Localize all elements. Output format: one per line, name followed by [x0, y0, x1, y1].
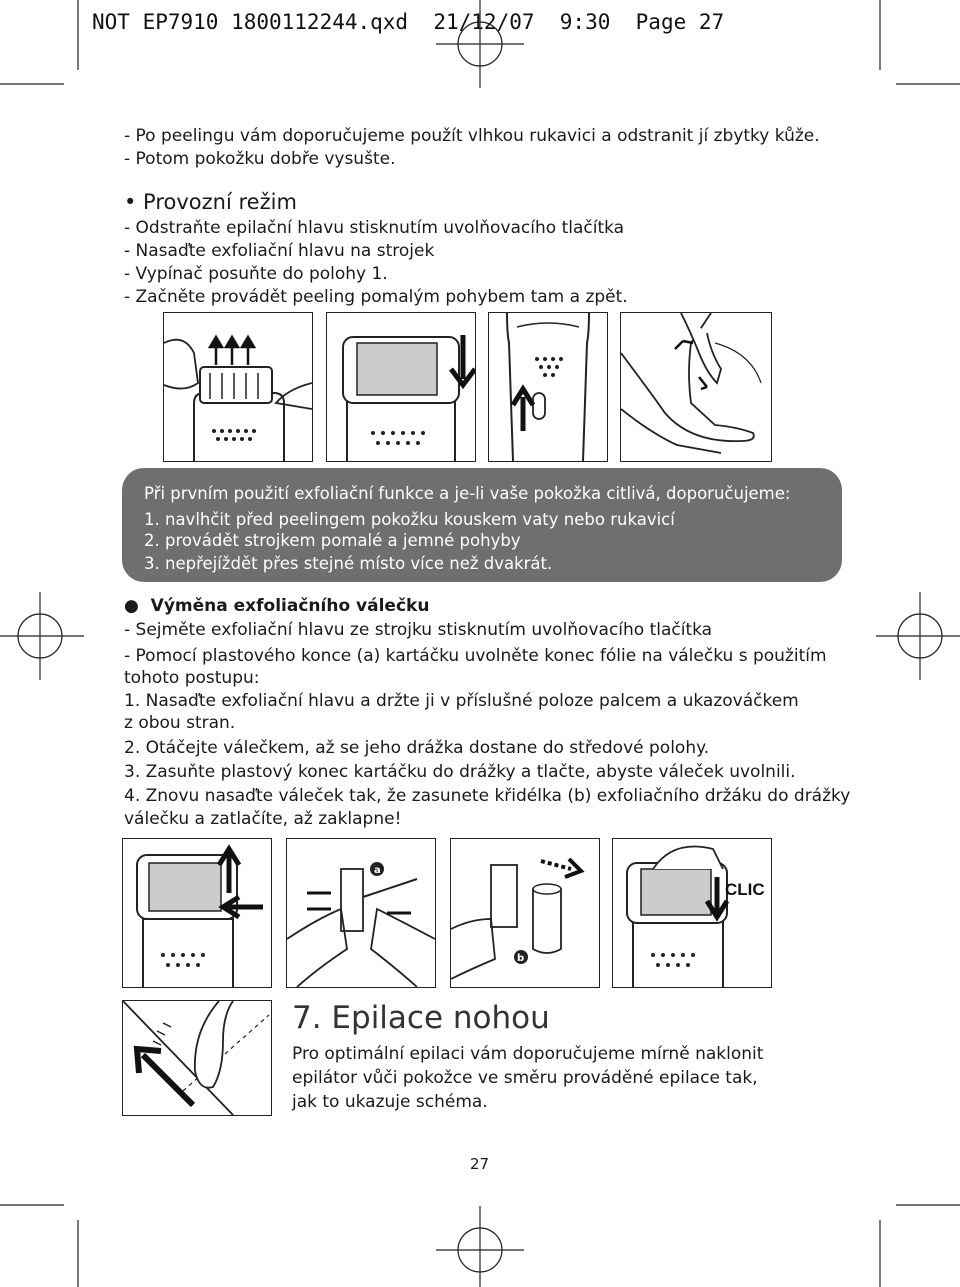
- figure-epilation-angle: [122, 1000, 272, 1116]
- figure-brush-roller: [286, 838, 436, 988]
- roller-line-1: - Sejměte exfoliační hlavu ze strojku stisknutím uvolňovacího tlačítka: [124, 620, 713, 640]
- label-a: a: [374, 865, 381, 876]
- roller-title: ● Výměna exfoliačního válečku: [124, 596, 430, 616]
- figure-leg-peeling: [620, 312, 772, 462]
- print-header: NOT EP7910 1800112244.qxd 21/12/07 9:30 Page 27: [92, 10, 725, 34]
- clic-label: CLIC: [725, 880, 765, 899]
- roller-line-4: 1. Nasaďte exfoliační hlavu a držte ji v příslušné poloze palcem a ukazováčkem: [124, 691, 799, 711]
- intro-line-2: - Potom pokožku dobře vysušte.: [124, 149, 396, 169]
- roller-line-5: z obou stran.: [124, 713, 236, 733]
- section-7-line-3: jak to ukazuje schéma.: [292, 1092, 488, 1112]
- figure-switch-position: [488, 312, 608, 462]
- notice-line-2: 1. navlhčit před peelingem pokožku kouskem vaty nebo rukavicí: [144, 510, 675, 529]
- intro-line-1: - Po peelingu vám doporučujeme použít vlhkou rukavici a odstranit jí zbytky kůže.: [124, 126, 820, 146]
- roller-line-7: 3. Zasuňte plastový konec kartáčku do drážky a tlačte, abyste váleček uvolnili.: [124, 762, 796, 782]
- label-b: b: [517, 953, 525, 964]
- roller-line-6: 2. Otáčejte válečkem, až se jeho drážka dostane do středové polohy.: [124, 738, 710, 758]
- roller-line-8: 4. Znovu nasaďte váleček tak, že zasunete křidélka (b) exfoliačního držáku do drážky: [124, 786, 851, 806]
- operation-line-2: - Nasaďte exfoliační hlavu na strojek: [124, 241, 435, 261]
- operation-line-3: - Vypínač posuňte do polohy 1.: [124, 264, 388, 284]
- section-7-title: 7. Epilace nohou: [292, 1000, 550, 1036]
- notice-line-1: Při prvním použití exfoliační funkce a je-li vaše pokožka citlivá, doporučujeme:: [144, 484, 791, 503]
- notice-line-3: 2. provádět strojkem pomalé a jemné pohyby: [144, 531, 521, 550]
- section-7-line-1: Pro optimální epilaci vám doporučujeme mírně naklonit: [292, 1044, 764, 1064]
- roller-line-9: válečku a zatlačíte, až zaklapne!: [124, 809, 402, 829]
- notice-banner: [122, 468, 842, 582]
- operation-line-1: - Odstraňte epilační hlavu stisknutím uvolňovacího tlačítka: [124, 218, 625, 238]
- figure-remove-head: [122, 838, 272, 988]
- figure-reattach-clic: [612, 838, 772, 988]
- figure-exfoliating-head-attach: [163, 312, 313, 462]
- operation-line-4: - Začněte provádět peeling pomalým pohybem tam a zpět.: [124, 287, 628, 307]
- roller-line-2: - Pomocí plastového konce (a) kartáčku uvolněte konec fólie na válečku s použitím: [124, 646, 827, 666]
- figure-roller-wings: [450, 838, 600, 988]
- bullet: ●: [124, 596, 151, 616]
- notice-line-4: 3. nepřejíždět přes stejné místo více než dvakrát.: [144, 554, 553, 573]
- section-7-line-2: epilátor vůči pokožce ve směru prováděné epilace tak,: [292, 1068, 758, 1088]
- page-number: 27: [470, 1155, 490, 1173]
- figure-exfoliating-head-front: [326, 312, 476, 462]
- operation-title: • Provozní režim: [124, 190, 297, 214]
- roller-line-3: tohoto postupu:: [124, 668, 260, 688]
